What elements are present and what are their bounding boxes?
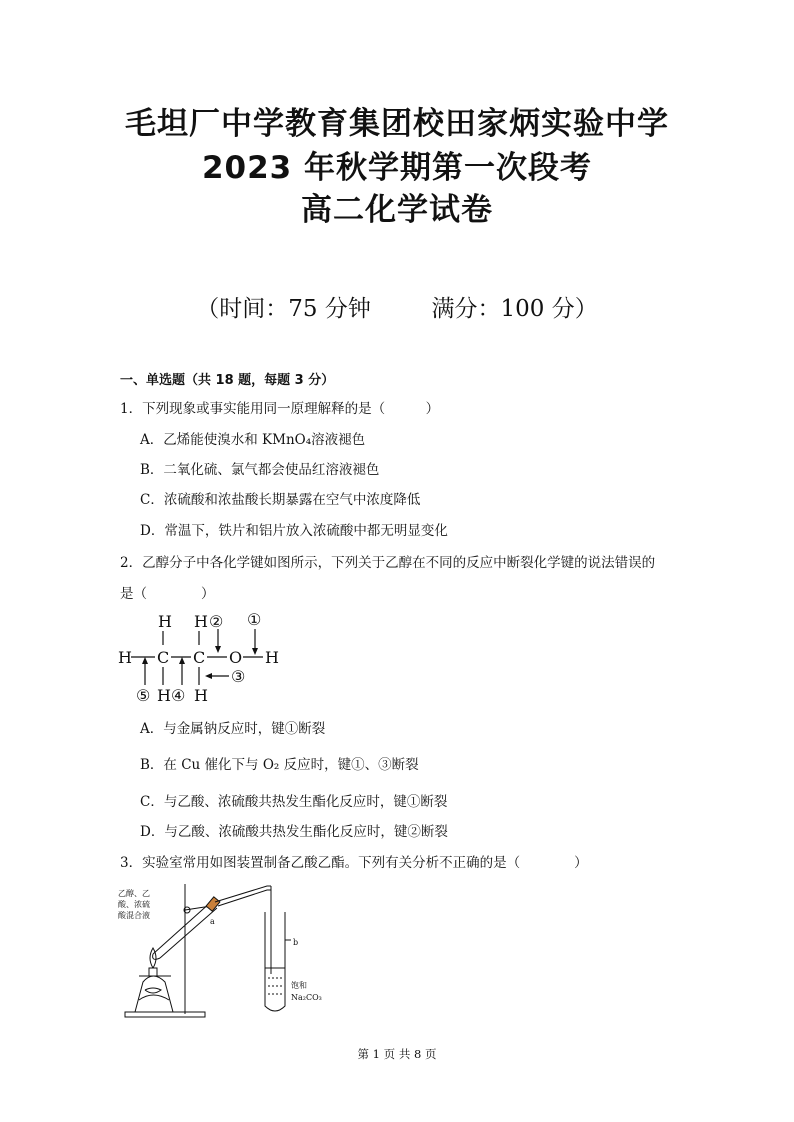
q1-stem: 1．下列现象或事实能用同一原理解释的是（ ） — [120, 401, 440, 417]
saturated-label: 饱和 — [291, 981, 307, 990]
atom-h-bottom-left: H — [157, 686, 171, 705]
bond-label-1: ① — [247, 610, 262, 629]
atom-h-bottom-right: H — [194, 686, 208, 705]
label-a: a — [210, 917, 215, 926]
bond-label-4: ④ — [171, 686, 186, 705]
q2-option-b: B．在 Cu 催化下与 O₂ 反应时，键①、③断裂 — [140, 757, 419, 773]
reagent-label-line1: 乙醇、乙 — [118, 889, 150, 898]
ethyl-acetate-apparatus — [115, 882, 335, 1022]
exam-info — [0, 290, 794, 323]
q2-option-c: C．与乙酸、浓硫酸共热发生酯化反应时，键①断裂 — [140, 794, 448, 810]
ethanol-bond-diagram — [115, 605, 295, 705]
q1-option-d: D．常温下，铁片和铝片放入浓硫酸中都无明显变化 — [140, 523, 448, 539]
bond-label-3: ③ — [231, 667, 246, 686]
q2-stem-line1: 2．乙醇分子中各化学键如图所示，下列关于乙醇在不同的反应中断裂化学键的说法错误的 — [120, 555, 656, 571]
title-school: 毛坦厂中学教育集团校田家炳实验中学 — [125, 106, 669, 142]
section-heading: 一、单选题（共 18 题，每题 3 分） — [120, 373, 335, 388]
reagent-label-line2: 酸、浓硫 — [118, 900, 150, 909]
bond-label-5: ⑤ — [136, 686, 151, 705]
q3-stem: 3．实验室常用如图装置制备乙酸乙酯。下列有关分析不正确的是（ ） — [120, 855, 588, 871]
page-footer: 第 1 页 共 8 页 — [357, 1047, 437, 1061]
exam-time: （时间：75 分钟 — [196, 296, 371, 322]
label-b: b — [293, 938, 299, 947]
q2-stem-line2: 是（ ） — [120, 586, 215, 602]
title-subject: 高二化学试卷 — [301, 192, 493, 228]
q2-option-a: A．与金属钠反应时，键①断裂 — [140, 721, 326, 737]
atom-h-top-left: H — [158, 612, 172, 631]
q1-option-a: A．乙烯能使溴水和 KMnO₄溶液褪色 — [140, 432, 366, 448]
reagent-label-line3: 酸混合液 — [118, 911, 150, 920]
q1-option-b: B．二氧化硫、氯气都会使品红溶液褪色 — [140, 462, 380, 478]
atom-o: O — [229, 648, 243, 667]
exam-score: 满分：100 分） — [431, 296, 598, 322]
atom-c2: C — [193, 648, 206, 667]
atom-h-top-right: H — [194, 612, 208, 631]
atom-h-right: H — [265, 648, 279, 667]
q1-option-c: C．浓硫酸和浓盐酸长期暴露在空气中浓度降低 — [140, 492, 421, 508]
atom-h-left: H — [118, 648, 132, 667]
title-term: 2023 年秋学期第一次段考 — [201, 150, 593, 186]
q2-option-d: D．与乙酸、浓硫酸共热发生酯化反应时，键②断裂 — [140, 824, 448, 840]
atom-c1: C — [157, 648, 170, 667]
bond-label-2: ② — [209, 612, 224, 631]
na2co3-label: Na₂CO₃ — [291, 993, 322, 1002]
